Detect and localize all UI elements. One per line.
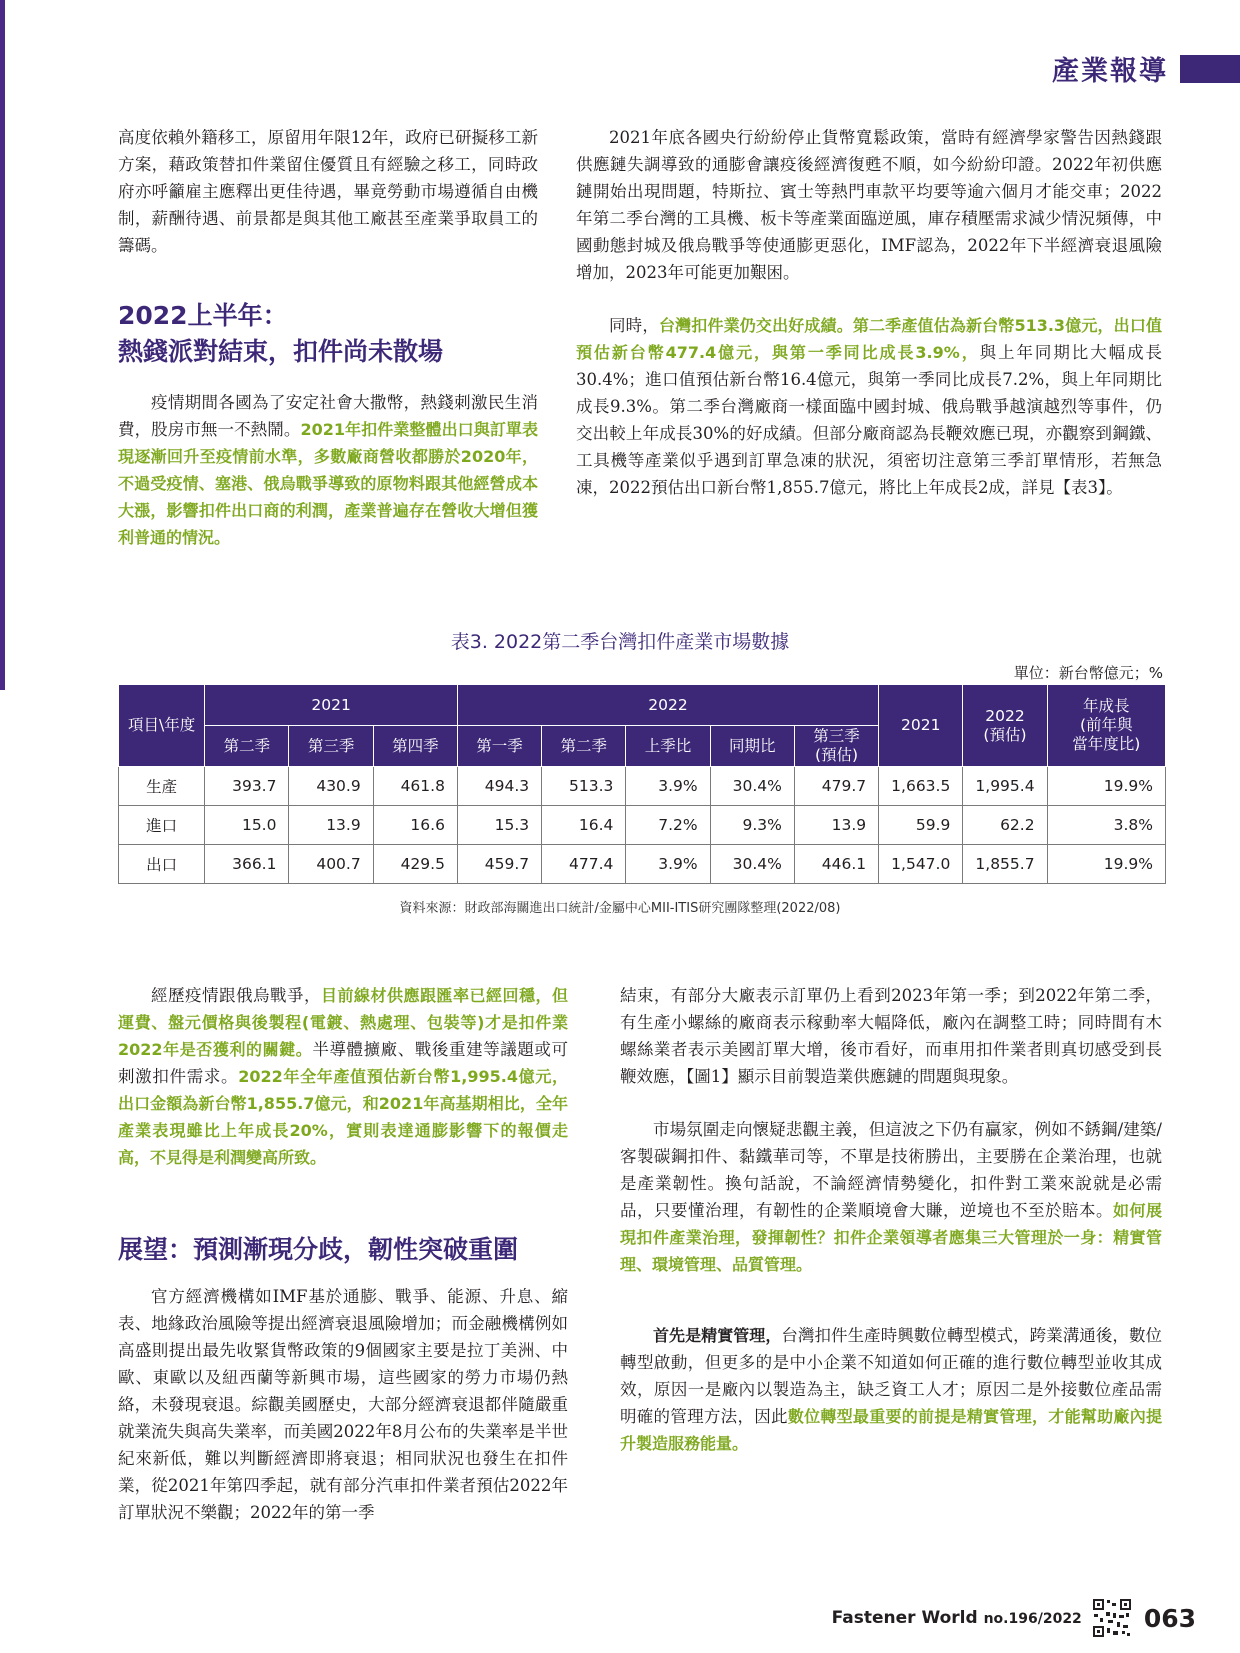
table-cell: 1,663.5 bbox=[879, 767, 963, 806]
left-column-mid bbox=[118, 389, 538, 551]
left-column-bottom-2 bbox=[118, 1283, 568, 1526]
paragraph: 結束，有部分大廠表示訂單仍上看到2023年第一季；到2022年第二季，有生產小螺絲的廠商表示稼動率大幅降低，廠內在調整工時；同時間有木螺絲業者表示美國訂單大增，後市看好，而車用扣件業者則真切感受到長鞭效應，【圖1】顯示目前製造業供應鏈的問題與現象。 bbox=[620, 986, 1162, 1086]
bold-text: 首先是精實管理， bbox=[653, 1326, 782, 1345]
row-label: 出口 bbox=[119, 845, 205, 884]
section-label: 產業報導 bbox=[1052, 56, 1168, 87]
issue-number: no.196/2022 bbox=[983, 1611, 1082, 1627]
table-cell: 59.9 bbox=[879, 806, 963, 845]
heading-line: 2022上半年： bbox=[118, 301, 288, 330]
heading-line: 熱錢派對結束，扣件尚未散場 bbox=[118, 337, 444, 366]
table-cell: 459.7 bbox=[457, 845, 541, 884]
table-cell: 1,855.7 bbox=[963, 845, 1047, 884]
sub-header: 第三季 (預估) bbox=[794, 726, 878, 767]
table-cell: 16.6 bbox=[373, 806, 457, 845]
table-cell: 513.3 bbox=[542, 767, 626, 806]
col-header-2021: 2021 bbox=[879, 685, 963, 767]
table-unit: 單位：新台幣億元；% bbox=[1013, 664, 1163, 682]
col-header-2022-est: 2022 (預估) bbox=[963, 685, 1047, 767]
table-cell: 1,995.4 bbox=[963, 767, 1047, 806]
page-number: 063 bbox=[1143, 1603, 1196, 1633]
left-column-bottom bbox=[118, 982, 568, 1171]
section-header-bar bbox=[1180, 55, 1240, 83]
row-label: 生產 bbox=[119, 767, 205, 806]
table-cell: 62.2 bbox=[963, 806, 1047, 845]
table-cell: 16.4 bbox=[542, 806, 626, 845]
magazine-title: Fastener World bbox=[831, 1608, 978, 1628]
sub-header: 第二季 bbox=[205, 726, 289, 767]
sub-header: 第二季 bbox=[542, 726, 626, 767]
text-run: 與上年同期比大幅成長30.4%；進口值預估新台幣16.4億元，與第一季同比成長7.2%，與上年同期比成長9.3%。第二季台灣廠商一樣面臨中國封城、俄烏戰爭越演越烈等事件，仍交出較上年成長30%的好成績。但部分廠商認為長鞭效應已現，亦觀察到鋼鐵、工具機等產業似乎遇到訂單急凍的狀況，須密切注意第三季訂單情形，若無急凍，2022預估出口新台幣1,855.7億元，將比上年成長2成，詳見【表3】。 bbox=[576, 343, 1162, 497]
table-title: 表3. 2022第二季台灣扣件產業市場數據 bbox=[450, 631, 790, 653]
table-source: 資料來源：財政部海關進出口統計/金屬中心MII-ITIS研究團隊整理(2022/08) bbox=[399, 901, 841, 916]
table-cell: 13.9 bbox=[289, 806, 373, 845]
right-column-bottom bbox=[620, 982, 1162, 1457]
table-cell: 494.3 bbox=[457, 767, 541, 806]
qr-code-icon bbox=[1092, 1598, 1132, 1638]
text-run: 經歷疫情跟俄烏戰爭， bbox=[151, 986, 321, 1005]
highlight-text: 2022年全年產值預估新台幣1,995.4億元，出口金額為新台幣1,855.7億元，和2021年高基期相比，全年產業表現雖比上年成長20%，實則表達通膨影響下的報價走高，不見得是利潤變高所致。 bbox=[118, 1067, 568, 1167]
col-header-growth: 年成長 (前年與 當年度比) bbox=[1047, 685, 1165, 767]
table-cell: 393.7 bbox=[205, 767, 289, 806]
sub-header: 第三季 bbox=[289, 726, 373, 767]
group-header-2021: 2021 bbox=[205, 685, 458, 726]
text-run: 疫情期間各國為了安定社會大撒幣，熱錢刺激民生消費，股房市無一不熱鬧。 bbox=[118, 393, 538, 439]
paragraph bbox=[118, 389, 538, 551]
table-cell: 19.9% bbox=[1047, 767, 1165, 806]
table-cell: 430.9 bbox=[289, 767, 373, 806]
section-heading-h2: 展望：預測漸現分歧，韌性突破重圍 bbox=[118, 1235, 519, 1264]
table-row bbox=[119, 845, 1166, 884]
sub-header: 同期比 bbox=[710, 726, 794, 767]
table-corner-header: 項目\年度 bbox=[119, 685, 205, 767]
page-edge-bar bbox=[0, 0, 5, 690]
table-row bbox=[119, 767, 1166, 806]
table-cell: 3.8% bbox=[1047, 806, 1165, 845]
section-heading-h1 bbox=[118, 298, 443, 370]
sub-header: 第一季 bbox=[457, 726, 541, 767]
highlight-text: 數位轉型最重要的前提是精實管理，才能幫助廠內提升製造服務能量。 bbox=[620, 1407, 1162, 1453]
table-cell: 3.9% bbox=[626, 845, 710, 884]
text-run: 市場氛圍走向懷疑悲觀主義，但這波之下仍有贏家，例如不銹鋼/建築/客製碳鋼扣件、黏鐵華司等，不單是技術勝出，主要勝在企業治理，也就是產業韌性。換句話說，不論經濟情勢變化，扣件對工業來說就是必需品，只要懂治理，有韌性的企業順境會大賺，逆境也不至於賠本。 bbox=[620, 1120, 1162, 1220]
table-cell: 429.5 bbox=[373, 845, 457, 884]
sub-header: 上季比 bbox=[626, 726, 710, 767]
row-label: 進口 bbox=[119, 806, 205, 845]
market-data-table bbox=[118, 684, 1166, 884]
table-cell: 1,547.0 bbox=[879, 845, 963, 884]
table-cell: 9.3% bbox=[710, 806, 794, 845]
table-cell: 19.9% bbox=[1047, 845, 1165, 884]
sub-header: 第四季 bbox=[373, 726, 457, 767]
table-cell: 7.2% bbox=[626, 806, 710, 845]
table-cell: 400.7 bbox=[289, 845, 373, 884]
table-cell: 366.1 bbox=[205, 845, 289, 884]
table-cell: 15.3 bbox=[457, 806, 541, 845]
highlight-text: 2021年扣件業整體出口與訂單表現逐漸回升至疫情前水準，多數廠商營收都勝於2020年，不過受疫情、塞港、俄烏戰爭導致的原物料跟其他經營成本大漲，影響扣件出口商的利潤，產業普遍存在營收大增但獲利普通的情況。 bbox=[118, 420, 538, 547]
table-cell: 15.0 bbox=[205, 806, 289, 845]
table-cell: 479.7 bbox=[794, 767, 878, 806]
paragraph bbox=[118, 982, 568, 1171]
table-cell: 30.4% bbox=[710, 767, 794, 806]
left-column-top bbox=[118, 124, 538, 259]
table-cell: 3.9% bbox=[626, 767, 710, 806]
right-column-top bbox=[576, 124, 1162, 501]
paragraph: 高度依賴外籍移工，原留用年限12年，政府已研擬移工新方案，藉政策替扣件業留住優質且有經驗之移工，同時政府亦呼籲雇主應釋出更佳待遇，畢竟勞動市場遵循自由機制，薪酬待遇、前景都是與其他工廠甚至產業爭取員工的籌碼。 bbox=[118, 128, 538, 255]
highlight-text: 如何展現扣件產業治理，發揮韌性？扣件企業領導者應集三大管理於一身：精實管理、環境管理、品質管理。 bbox=[620, 1201, 1162, 1274]
text-run: 半導體擴廠、戰後重建等議題或可刺激扣件需求。 bbox=[118, 1040, 568, 1086]
paragraph bbox=[620, 1322, 1162, 1457]
table-cell: 461.8 bbox=[373, 767, 457, 806]
table-cell: 30.4% bbox=[710, 845, 794, 884]
page-footer bbox=[832, 1598, 1196, 1638]
paragraph: 官方經濟機構如IMF基於通膨、戰爭、能源、升息、縮表、地緣政治風險等提出經濟衰退風險增加；而金融機構例如高盛則提出最先收緊貨幣政策的9個國家主要是拉丁美洲、中歐、東歐以及紐西蘭等新興市場，這些國家的勞力市場仍熱絡，未發現衰退。綜觀美國歷史，大部分經濟衰退都伴隨嚴重就業流失與高失業率，而美國2022年8月公布的失業率是半世紀來新低，難以判斷經濟即將衰退；相同狀況也發生在扣件業，從2021年第四季起，就有部分汽車扣件業者預估2022年訂單狀況不樂觀；2022年的第一季 bbox=[118, 1287, 568, 1522]
text-run: 同時， bbox=[609, 316, 659, 335]
paragraph bbox=[620, 1116, 1162, 1278]
group-header-2022: 2022 bbox=[457, 685, 878, 726]
paragraph bbox=[576, 312, 1162, 501]
table-cell: 13.9 bbox=[794, 806, 878, 845]
table-cell: 446.1 bbox=[794, 845, 878, 884]
highlight-text: 台灣扣件業仍交出好成績。第二季產值估為新台幣513.3億元，出口值預估新台幣477.4億元，與第一季同比成長3.9%， bbox=[576, 316, 1162, 362]
text-run: 台灣扣件生產時興數位轉型模式，跨業溝通後，數位轉型啟動，但更多的是中小企業不知道如何正確的進行數位轉型並收其成效，原因一是廠內以製造為主，缺乏資工人才；原因二是外接數位產品需明確的管理方法，因此 bbox=[620, 1326, 1162, 1426]
table-row bbox=[119, 806, 1166, 845]
section-header bbox=[1052, 49, 1240, 88]
paragraph: 2021年底各國央行紛紛停止貨幣寬鬆政策，當時有經濟學家警告因熱錢跟供應鏈失調導致的通膨會讓疫後經濟復甦不順，如今紛紛印證。2022年初供應鏈開始出現問題，特斯拉、賓士等熱門車款平均要等逾六個月才能交車；2022年第二季台灣的工具機、板卡等產業面臨逆風，庫存積壓需求減少情況頻傳，中國動態封城及俄烏戰爭等使通膨更惡化，IMF認為，2022年下半經濟衰退風險增加，2023年可能更加艱困。 bbox=[576, 128, 1162, 282]
highlight-text: 目前線材供應跟匯率已經回穩，但運費、盤元價格與後製程(電鍍、熱處理、包裝等)才是扣件業2022年是否獲利的關鍵。 bbox=[118, 986, 568, 1059]
magazine-name bbox=[832, 1608, 1082, 1628]
table-cell: 477.4 bbox=[542, 845, 626, 884]
